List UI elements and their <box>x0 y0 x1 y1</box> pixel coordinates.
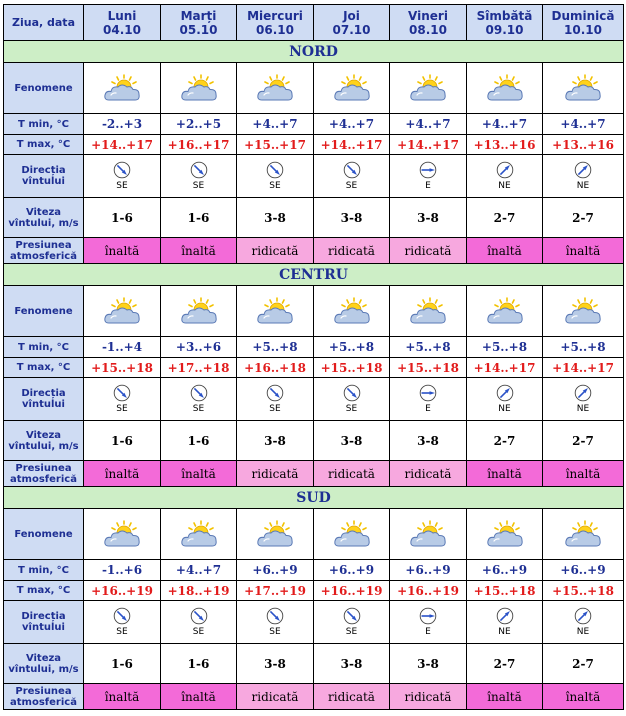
sun-behind-cloud-icon <box>561 296 605 326</box>
pressure-row <box>4 461 624 487</box>
wind-direction-cell <box>314 601 390 644</box>
sun-behind-cloud-icon <box>406 519 450 549</box>
wind-direction-cell <box>237 601 314 644</box>
region-header-row <box>4 264 624 286</box>
wind-speed-value: 3-8 <box>314 421 390 461</box>
wind-direction-cell <box>390 601 467 644</box>
tmin-row <box>4 560 624 581</box>
wind-direction-cell <box>84 378 161 421</box>
sun-behind-cloud-icon <box>177 519 221 549</box>
tmin-value: +6..+9 <box>237 560 314 581</box>
wind-direction-text: SE <box>345 181 358 191</box>
weather-cell <box>390 509 467 560</box>
tmin-value: +6..+9 <box>543 560 624 581</box>
wind-speed-value: 1-6 <box>161 421 237 461</box>
wind-direction-text: NE <box>576 627 590 637</box>
pressure-value: ridicată <box>314 238 390 264</box>
wind-direction-compass-icon <box>113 607 131 625</box>
weather-cell <box>390 63 467 114</box>
pressure-value: ridicată <box>314 461 390 487</box>
wind-direction-row <box>4 378 624 421</box>
sun-behind-cloud-icon <box>177 73 221 103</box>
weather-cell <box>467 63 543 114</box>
pressure-value: ridicată <box>237 684 314 710</box>
wind-direction-cell <box>237 155 314 198</box>
tmin-value: +2..+5 <box>161 114 237 135</box>
weather-cell <box>237 286 314 337</box>
row-label-wind-speed: Viteza vîntului, m/s <box>4 421 84 461</box>
tmax-value: +15..+18 <box>467 581 543 601</box>
sun-behind-cloud-icon <box>483 519 527 549</box>
wind-speed-value: 2-7 <box>467 198 543 238</box>
day-header <box>467 5 543 41</box>
tmin-value: -1..+6 <box>84 560 161 581</box>
tmin-value: +5..+8 <box>543 337 624 358</box>
wind-speed-row <box>4 198 624 238</box>
sun-behind-cloud-icon <box>253 519 297 549</box>
day-name: Vineri <box>408 8 448 23</box>
day-header <box>390 5 467 41</box>
sun-behind-cloud-icon <box>330 296 374 326</box>
sun-behind-cloud-icon <box>561 73 605 103</box>
wind-speed-value: 1-6 <box>84 198 161 238</box>
tmax-value: +13..+16 <box>543 135 624 155</box>
wind-direction-compass-icon <box>343 607 361 625</box>
sun-behind-cloud-icon <box>483 296 527 326</box>
tmin-value: +5..+8 <box>237 337 314 358</box>
row-label-wind-speed: Viteza vîntului, m/s <box>4 644 84 684</box>
weather-cell <box>161 286 237 337</box>
wind-direction-compass-icon <box>574 161 592 179</box>
tmin-value: +6..+9 <box>314 560 390 581</box>
tmax-value: +15..+18 <box>543 581 624 601</box>
wind-direction-text: NE <box>498 181 511 191</box>
weather-cell <box>314 63 390 114</box>
tmin-value: +4..+7 <box>314 114 390 135</box>
wind-direction-compass-icon <box>190 384 208 402</box>
tmax-value: +15..+18 <box>84 358 161 378</box>
sun-behind-cloud-icon <box>483 73 527 103</box>
sun-behind-cloud-icon <box>100 73 144 103</box>
row-label-pressure: Presiunea atmosferică <box>4 461 84 487</box>
tmin-value: +5..+8 <box>390 337 467 358</box>
pressure-value: ridicată <box>237 461 314 487</box>
wind-direction-cell <box>543 601 624 644</box>
wind-direction-compass-icon <box>266 161 284 179</box>
tmin-value: +5..+8 <box>314 337 390 358</box>
row-label-pressure: Presiunea atmosferică <box>4 238 84 264</box>
wind-direction-compass-icon <box>266 384 284 402</box>
wind-direction-row <box>4 601 624 644</box>
tmin-value: +4..+7 <box>161 560 237 581</box>
wind-direction-cell <box>467 378 543 421</box>
tmax-value: +17..+18 <box>161 358 237 378</box>
wind-direction-compass-icon <box>419 161 437 179</box>
wind-direction-compass-icon <box>190 161 208 179</box>
region-title: CENTRU <box>4 264 624 286</box>
wind-speed-value: 3-8 <box>390 644 467 684</box>
wind-direction-row <box>4 155 624 198</box>
tmin-value: +4..+7 <box>467 114 543 135</box>
day-date: 04.10 <box>103 22 141 37</box>
region-header-row <box>4 487 624 509</box>
pressure-value: înaltă <box>161 238 237 264</box>
phenomena-row <box>4 63 624 114</box>
sun-behind-cloud-icon <box>100 519 144 549</box>
day-name: Duminică <box>551 8 615 23</box>
wind-direction-compass-icon <box>113 161 131 179</box>
pressure-value: ridicată <box>314 684 390 710</box>
tmin-value: +6..+9 <box>467 560 543 581</box>
wind-direction-compass-icon <box>266 607 284 625</box>
wind-direction-compass-icon <box>343 384 361 402</box>
weather-cell <box>237 509 314 560</box>
wind-speed-value: 3-8 <box>314 644 390 684</box>
tmax-value: +15..+18 <box>390 358 467 378</box>
wind-direction-cell <box>161 155 237 198</box>
pressure-value: ridicată <box>390 461 467 487</box>
row-label-tmax: T max, °C <box>4 358 84 378</box>
day-header <box>237 5 314 41</box>
weather-cell <box>543 286 624 337</box>
wind-direction-text: SE <box>345 627 358 637</box>
pressure-value: ridicată <box>390 238 467 264</box>
day-name: Joi <box>343 8 360 23</box>
tmax-value: +14..+17 <box>84 135 161 155</box>
wind-direction-text: SE <box>269 627 281 637</box>
wind-direction-cell <box>390 155 467 198</box>
tmax-value: +16..+19 <box>314 581 390 601</box>
tmin-value: +6..+9 <box>390 560 467 581</box>
pressure-value: înaltă <box>84 238 161 264</box>
wind-speed-value: 3-8 <box>390 421 467 461</box>
sun-behind-cloud-icon <box>177 296 221 326</box>
row-label-tmin: T min, °C <box>4 560 84 581</box>
wind-direction-cell <box>314 378 390 421</box>
wind-direction-compass-icon <box>574 384 592 402</box>
wind-speed-value: 2-7 <box>543 421 624 461</box>
weather-cell <box>84 509 161 560</box>
weather-cell <box>543 509 624 560</box>
wind-speed-value: 3-8 <box>314 198 390 238</box>
row-label-tmin: T min, °C <box>4 337 84 358</box>
wind-direction-cell <box>467 601 543 644</box>
wind-direction-cell <box>467 155 543 198</box>
header-label: Ziua, data <box>4 5 84 41</box>
wind-speed-value: 1-6 <box>161 644 237 684</box>
tmin-row <box>4 114 624 135</box>
wind-direction-text: NE <box>576 404 590 414</box>
pressure-value: înaltă <box>84 684 161 710</box>
wind-direction-text: SE <box>116 627 128 637</box>
tmax-value: +16..+17 <box>161 135 237 155</box>
pressure-value: înaltă <box>161 684 237 710</box>
weather-cell <box>543 63 624 114</box>
wind-direction-compass-icon <box>574 607 592 625</box>
row-label-pressure: Presiunea atmosferică <box>4 684 84 710</box>
wind-direction-text: SE <box>269 181 281 191</box>
day-date: 06.10 <box>256 22 294 37</box>
tmax-value: +14..+17 <box>314 135 390 155</box>
day-name: Sîmbătă <box>476 8 533 23</box>
tmax-value: +16..+18 <box>237 358 314 378</box>
wind-speed-value: 3-8 <box>237 198 314 238</box>
wind-speed-value: 2-7 <box>467 644 543 684</box>
day-date: 07.10 <box>332 22 371 37</box>
wind-direction-cell <box>543 378 624 421</box>
wind-direction-compass-icon <box>343 161 361 179</box>
tmax-value: +15..+18 <box>314 358 390 378</box>
wind-direction-cell <box>314 155 390 198</box>
tmin-value: -1..+4 <box>84 337 161 358</box>
sun-behind-cloud-icon <box>330 519 374 549</box>
pressure-value: înaltă <box>543 684 624 710</box>
tmax-value: +17..+19 <box>237 581 314 601</box>
wind-direction-text: SE <box>116 181 128 191</box>
row-label-phenomena: Fenomene <box>4 63 84 114</box>
wind-speed-row <box>4 644 624 684</box>
weather-cell <box>161 509 237 560</box>
row-label-wind-direction: Direcția vîntului <box>4 601 84 644</box>
wind-direction-compass-icon <box>496 161 514 179</box>
pressure-value: ridicată <box>390 684 467 710</box>
wind-direction-text: NE <box>498 627 511 637</box>
wind-direction-text: SE <box>192 181 205 191</box>
weather-cell <box>467 286 543 337</box>
wind-speed-value: 1-6 <box>161 198 237 238</box>
wind-direction-text: SE <box>345 404 358 414</box>
wind-direction-compass-icon <box>496 607 514 625</box>
day-header <box>543 5 624 41</box>
tmax-value: +15..+17 <box>237 135 314 155</box>
wind-speed-value: 1-6 <box>84 644 161 684</box>
sun-behind-cloud-icon <box>406 296 450 326</box>
pressure-value: înaltă <box>84 461 161 487</box>
phenomena-row <box>4 286 624 337</box>
weather-cell <box>467 509 543 560</box>
tmin-value: +3..+6 <box>161 337 237 358</box>
region-header-row <box>4 41 624 63</box>
weather-cell <box>314 286 390 337</box>
sun-behind-cloud-icon <box>330 73 374 103</box>
row-label-tmin: T min, °C <box>4 114 84 135</box>
tmin-row <box>4 337 624 358</box>
weather-cell <box>84 63 161 114</box>
tmax-row <box>4 581 624 601</box>
row-label-phenomena: Fenomene <box>4 286 84 337</box>
day-header <box>161 5 237 41</box>
pressure-value: ridicată <box>237 238 314 264</box>
row-label-phenomena: Fenomene <box>4 509 84 560</box>
region-title: NORD <box>4 41 624 63</box>
sun-behind-cloud-icon <box>406 73 450 103</box>
weather-cell <box>84 286 161 337</box>
wind-direction-cell <box>543 155 624 198</box>
tmax-value: +14..+17 <box>390 135 467 155</box>
wind-speed-value: 2-7 <box>543 198 624 238</box>
wind-direction-compass-icon <box>496 384 514 402</box>
wind-speed-value: 2-7 <box>543 644 624 684</box>
row-label-wind-direction: Direcția vîntului <box>4 378 84 421</box>
sun-behind-cloud-icon <box>561 519 605 549</box>
wind-speed-value: 2-7 <box>467 421 543 461</box>
day-header <box>84 5 161 41</box>
tmax-value: +14..+17 <box>543 358 624 378</box>
row-label-wind-speed: Viteza vîntului, m/s <box>4 198 84 238</box>
wind-speed-value: 3-8 <box>237 644 314 684</box>
day-date: 09.10 <box>485 22 524 37</box>
wind-direction-compass-icon <box>419 607 437 625</box>
wind-direction-text: SE <box>116 404 128 414</box>
phenomena-row <box>4 509 624 560</box>
wind-direction-cell <box>161 378 237 421</box>
day-date: 08.10 <box>409 22 447 37</box>
pressure-value: înaltă <box>543 238 624 264</box>
tmin-value: +4..+7 <box>543 114 624 135</box>
weather-cell <box>237 63 314 114</box>
pressure-value: înaltă <box>467 238 543 264</box>
row-label-tmax: T max, °C <box>4 135 84 155</box>
tmax-value: +13..+16 <box>467 135 543 155</box>
sun-behind-cloud-icon <box>100 296 144 326</box>
day-name: Marți <box>180 8 217 23</box>
pressure-value: înaltă <box>543 461 624 487</box>
wind-direction-text: NE <box>498 404 511 414</box>
wind-direction-cell <box>161 601 237 644</box>
day-date: 05.10 <box>179 22 218 37</box>
wind-direction-cell <box>237 378 314 421</box>
tmax-value: +16..+19 <box>390 581 467 601</box>
tmax-row <box>4 135 624 155</box>
sun-behind-cloud-icon <box>253 296 297 326</box>
day-name: Miercuri <box>247 8 303 23</box>
region-title: SUD <box>4 487 624 509</box>
wind-direction-text: SE <box>269 404 281 414</box>
header-row <box>4 5 624 41</box>
pressure-row <box>4 684 624 710</box>
wind-direction-text: E <box>425 404 431 414</box>
pressure-value: înaltă <box>161 461 237 487</box>
wind-direction-cell <box>390 378 467 421</box>
tmin-value: +5..+8 <box>467 337 543 358</box>
tmax-value: +14..+17 <box>467 358 543 378</box>
pressure-value: înaltă <box>467 461 543 487</box>
day-name: Luni <box>107 8 137 23</box>
wind-direction-cell <box>84 601 161 644</box>
wind-direction-text: E <box>425 181 431 191</box>
wind-direction-text: NE <box>576 181 590 191</box>
tmax-value: +18..+19 <box>161 581 237 601</box>
wind-direction-cell <box>84 155 161 198</box>
row-label-tmax: T max, °C <box>4 581 84 601</box>
tmax-row <box>4 358 624 378</box>
wind-direction-text: SE <box>192 404 205 414</box>
weather-cell <box>314 509 390 560</box>
wind-speed-value: 1-6 <box>84 421 161 461</box>
weather-cell <box>161 63 237 114</box>
wind-direction-text: SE <box>192 627 205 637</box>
pressure-value: înaltă <box>467 684 543 710</box>
wind-direction-compass-icon <box>190 607 208 625</box>
wind-speed-row <box>4 421 624 461</box>
row-label-wind-direction: Direcția vîntului <box>4 155 84 198</box>
day-header <box>314 5 390 41</box>
pressure-row <box>4 238 624 264</box>
weather-cell <box>390 286 467 337</box>
tmax-value: +16..+19 <box>84 581 161 601</box>
wind-direction-compass-icon <box>419 384 437 402</box>
day-date: 10.10 <box>564 22 602 37</box>
tmin-value: +4..+7 <box>237 114 314 135</box>
wind-speed-value: 3-8 <box>390 198 467 238</box>
wind-speed-value: 3-8 <box>237 421 314 461</box>
sun-behind-cloud-icon <box>253 73 297 103</box>
forecast-table <box>3 4 624 710</box>
tmin-value: -2..+3 <box>84 114 161 135</box>
wind-direction-text: E <box>425 627 431 637</box>
tmin-value: +4..+7 <box>390 114 467 135</box>
wind-direction-compass-icon <box>113 384 131 402</box>
